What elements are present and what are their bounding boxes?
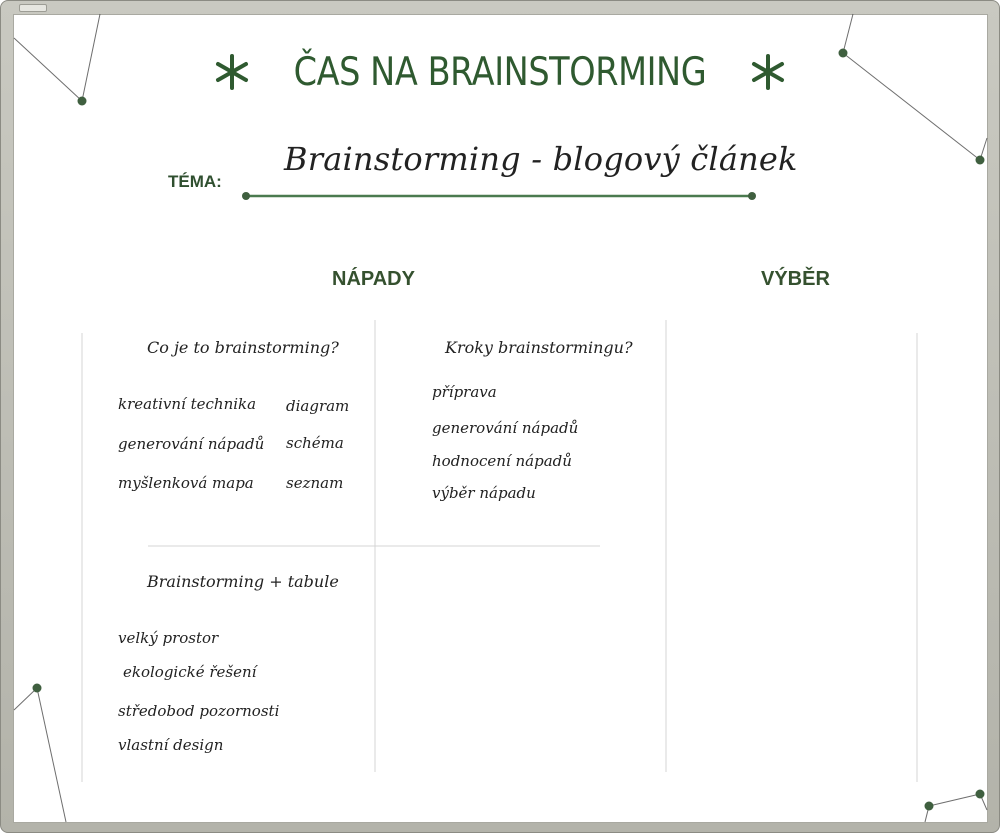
topic-value: Brainstorming - blogový článek (284, 140, 798, 178)
list-item: vlastní design (118, 736, 224, 754)
selection-column-title: VÝBĚR (761, 268, 830, 290)
list-item: výběr nápadu (432, 484, 536, 502)
page-title (0, 44, 1000, 100)
list-item: seznam (286, 474, 344, 492)
idea-group-heading: Kroky brainstormingu? (445, 338, 633, 357)
network-node (976, 790, 985, 799)
idea-group-heading: Brainstorming + tabule (147, 572, 339, 591)
list-item: ekologické řešení (123, 663, 257, 681)
ideas-column-title: NÁPADY (332, 268, 415, 290)
list-item: schéma (286, 434, 344, 452)
list-item: středobod pozornosti (118, 702, 280, 720)
list-item: hodnocení nápadů (432, 452, 572, 470)
network-node (33, 684, 42, 693)
title-text: ČAS NA BRAINSTORMING (293, 49, 707, 95)
network-node (925, 802, 934, 811)
idea-group-heading: Co je to brainstorming? (147, 338, 339, 357)
topic-underline (242, 192, 756, 200)
list-item: příprava (432, 383, 497, 401)
list-item: velký prostor (118, 629, 219, 647)
list-item: generování nápadů (432, 419, 579, 437)
asterisk-icon (750, 54, 786, 90)
list-item: generování nápadů (118, 435, 265, 453)
list-item: myšlenková mapa (118, 474, 254, 492)
asterisk-icon (214, 54, 250, 90)
topic-label: TÉMA: (168, 172, 222, 191)
network-node (976, 156, 985, 165)
list-item: kreativní technika (118, 395, 257, 413)
list-item: diagram (286, 397, 350, 415)
